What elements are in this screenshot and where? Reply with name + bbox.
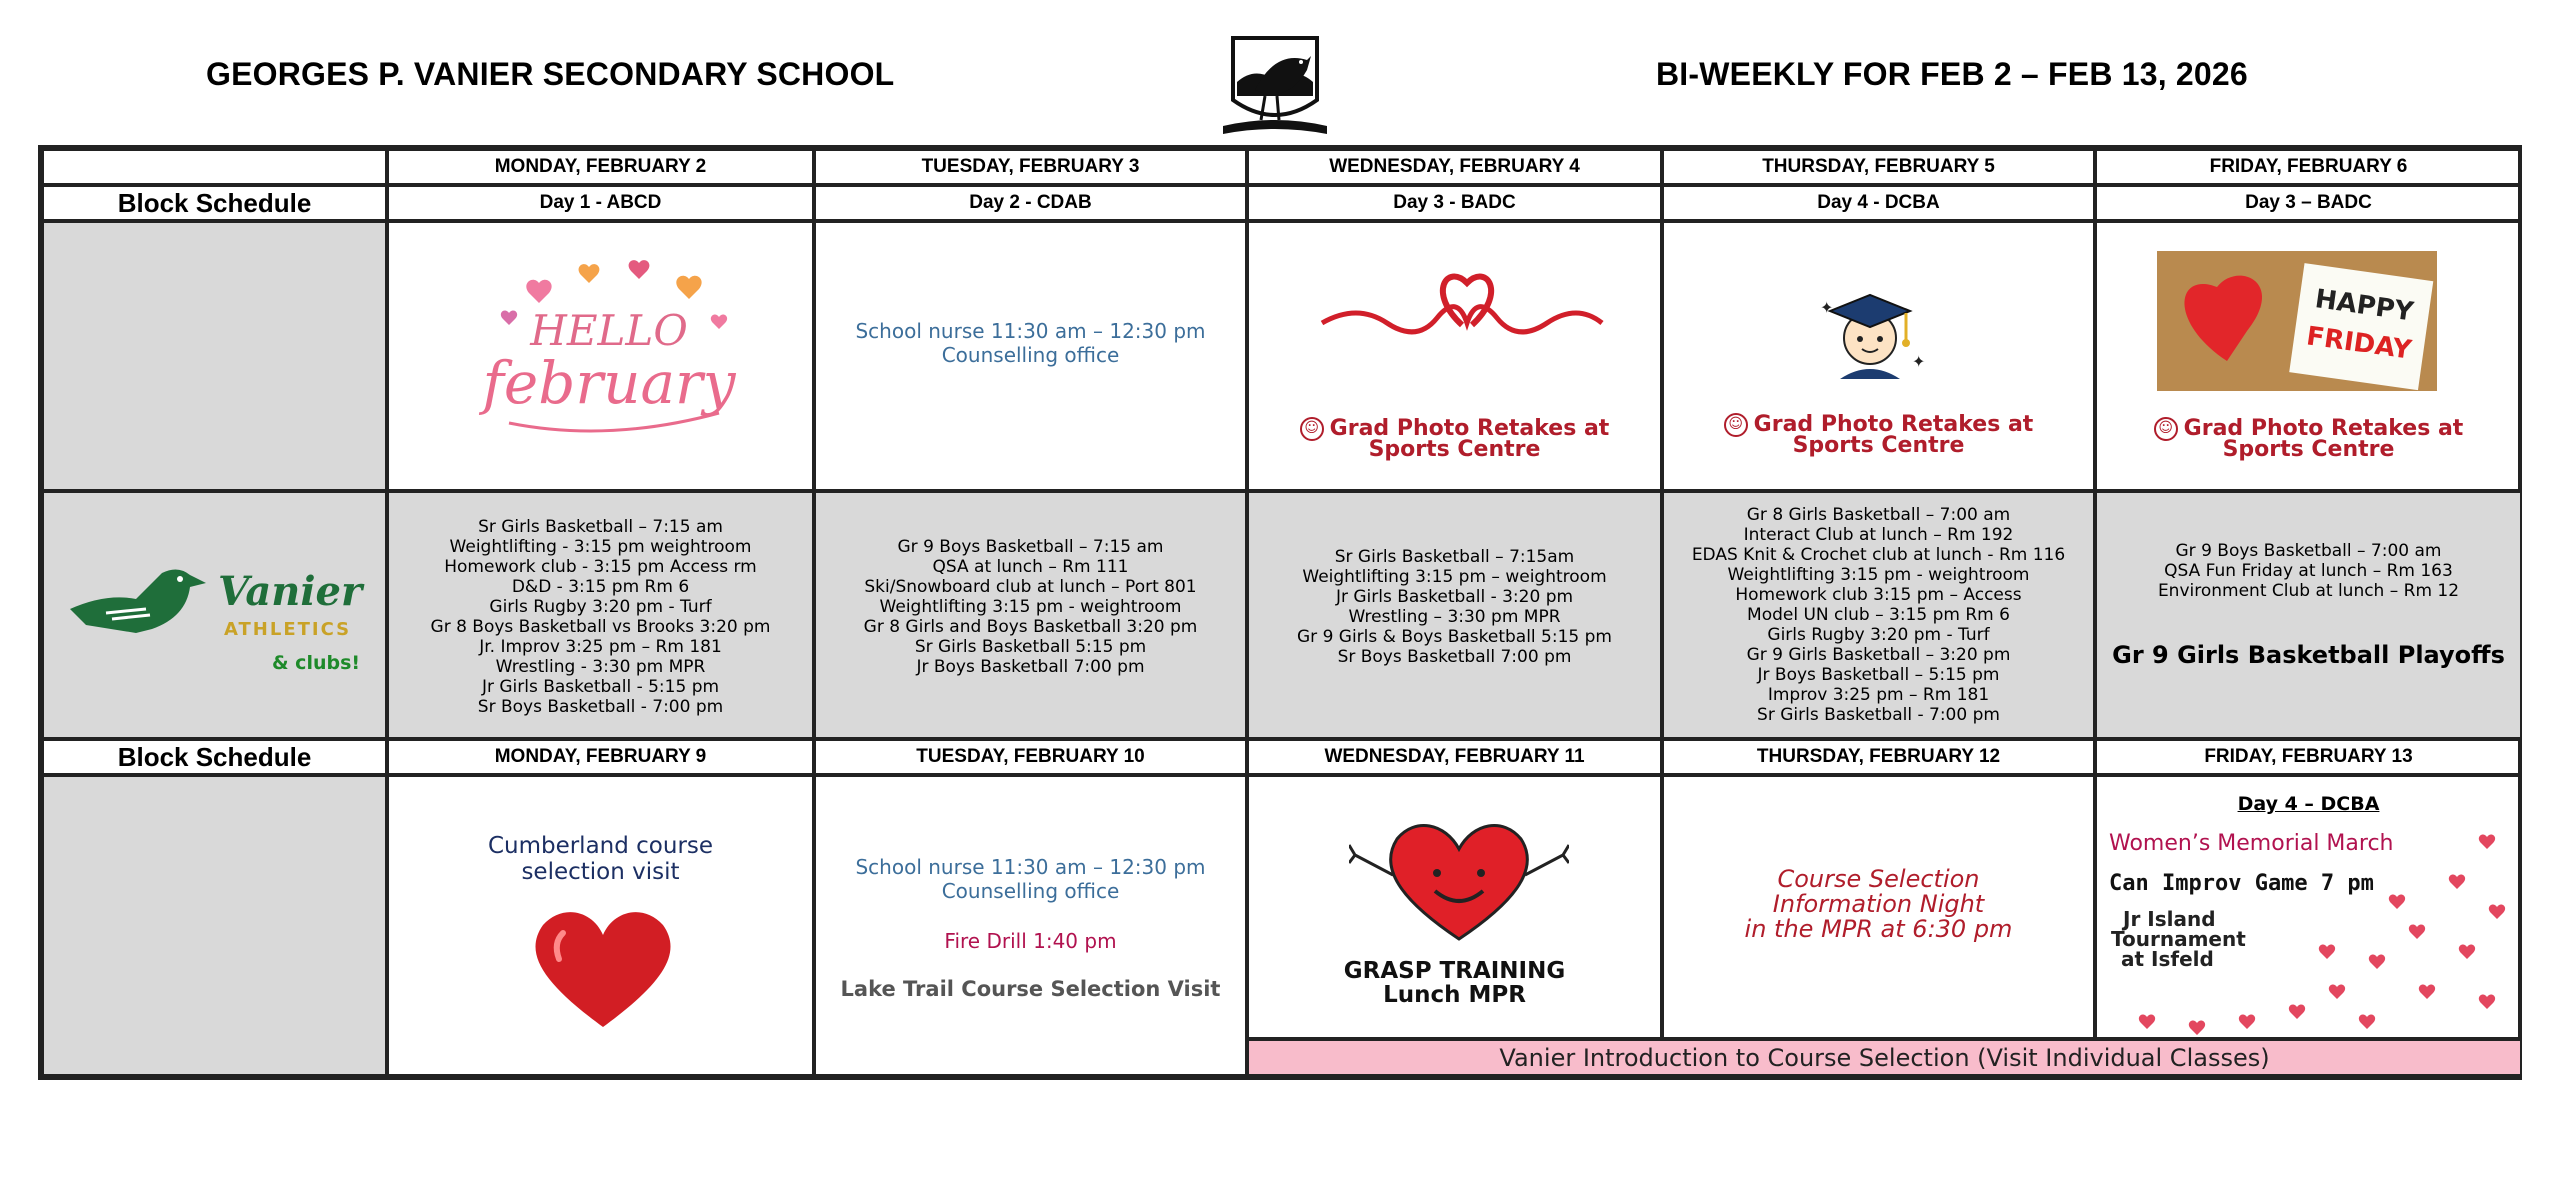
improv-game-text: Can Improv Game 7 pm: [2109, 871, 2374, 896]
happy-friday-art: [2157, 251, 2437, 391]
course-night-cell: [1662, 775, 2095, 1039]
activities-list-wed: Sr Girls Basketball – 7:15am Weightlifting 3:15 pm – weightroom Jr Girls Basketball - 3:20 pm Wrestling – 3:30 pm MPR Gr 9 Girls & Boys Basketball 5:15 pm Sr Boys Basketball 7:00 pm: [1297, 547, 1612, 667]
nurse-time-2: School nurse 11:30 am – 12:30 pm: [855, 855, 1206, 879]
day-header-wed-1: WEDNESDAY, FEBRUARY 4: [1247, 149, 1662, 185]
day-header-thu-1: THURSDAY, FEBRUARY 5: [1662, 149, 2095, 185]
activities-list-thu: Gr 8 Girls Basketball – 7:00 am Interact Club at lunch – Rm 192 EDAS Knit & Crochet club at lunch - Rm 116 Weightlifting 3:15 pm - weightroom Homework club 3:15 pm – Access Model UN club – 3:15 pm Rm 6 Girls Rugby 3:20 pm - Turf Gr 9 Girls Basketball – 3:20 pm Jr Boys Basketball – 5:15 pm Improv 3:25 pm – Rm 181 Sr Girls Basketball - 7:00 pm: [1691, 505, 2066, 725]
activities-list-fri: Gr 9 Boys Basketball – 7:00 am QSA Fun Friday at lunch – Rm 163 Environment Club at lunch – Rm 12: [2157, 541, 2460, 601]
happy-text: HAPPY: [2313, 284, 2416, 328]
grad-retake-line1-fri: ☺ Grad Photo Retakes at: [2097, 417, 2520, 441]
grad-retake-line1-thu: ☺ Grad Photo Retakes at: [1664, 413, 2093, 437]
nurse-time-1: School nurse 11:30 am – 12:30 pm: [855, 319, 1206, 343]
cumberland-visit-text: Cumberland course selection visit: [487, 833, 714, 885]
activities-mon: [387, 491, 814, 739]
day-header-tue-1: TUESDAY, FEBRUARY 3: [814, 149, 1247, 185]
block-day-mon: Day 1 - ABCD: [387, 185, 814, 221]
activities-wed: [1247, 491, 1662, 739]
nurse-cell-2: [814, 775, 1247, 1076]
vanier-athletics-logo: [66, 553, 376, 673]
grad-retake-line2-wed: Sports Centre: [1368, 437, 1541, 462]
grad-retake-line1-wed: ☺ Grad Photo Retakes at: [1249, 417, 1660, 441]
hello-february-cell: [387, 221, 814, 491]
hello-february-art: [449, 253, 769, 463]
grasp-cell: [1247, 775, 1662, 1039]
logo-athletics-text: ATHLETICS: [224, 619, 352, 640]
left-blank-cell-1: [42, 221, 387, 491]
logo-vanier-text: Vanier: [218, 568, 363, 615]
red-heart-icon: [523, 903, 683, 1033]
lake-trail-text: Lake Trail Course Selection Visit: [840, 977, 1221, 1001]
block-schedule-label-2: Block Schedule: [42, 739, 387, 775]
nurse-location-2: Counselling office: [941, 879, 1120, 903]
day-header-wed-2: WEDNESDAY, FEBRUARY 11: [1247, 739, 1662, 775]
grasp-training-text: GRASP TRAINING Lunch MPR: [1343, 958, 1566, 1008]
logo-clubs-text: & clubs!: [272, 652, 361, 673]
activities-list-mon: Sr Girls Basketball – 7:15 am Weightlifting - 3:15 pm weightroom Homework club - 3:15 pm Access rm D&D - 3:15 pm Rm 6 Girls Rugby 3:20 pm - Turf Gr 8 Boys Basketball vs Brooks 3:20 pm Jr. Improv 3:25 pm – Rm 181 Wrestling - 3:30 pm MPR Jr Girls Basketball - 5:15 pm Sr Boys Basketball - 7:00 pm: [430, 517, 771, 717]
block-day-tue: Day 2 - CDAB: [814, 185, 1247, 221]
grad-retake-line2-fri: Sports Centre: [2222, 437, 2395, 462]
smiley-icon: ☺: [1300, 417, 1324, 441]
activities-fri: [2095, 491, 2522, 739]
ribbon-heart-icon: [1317, 263, 1607, 353]
block-day-wed: Day 3 - BADC: [1247, 185, 1662, 221]
day-header-mon-1: MONDAY, FEBRUARY 2: [387, 149, 814, 185]
block-schedule-label-1: Block Schedule: [42, 185, 387, 221]
grad-retakes-thu-cell: [1662, 221, 2095, 491]
course-selection-night-text: Course Selection Information Night in the MPR at 6:30 pm: [1744, 865, 2013, 943]
smiley-icon: ☺: [1724, 413, 1748, 437]
course-selection-intro-banner: Vanier Introduction to Course Selection (Visit Individual Classes): [1247, 1039, 2522, 1076]
svg-text:✦: ✦: [1912, 354, 1926, 371]
day-header-fri-2: FRIDAY, FEBRUARY 13: [2095, 739, 2522, 775]
block-day-fri: Day 3 – BADC: [2095, 185, 2522, 221]
grad-retake-line2-thu: Sports Centre: [1792, 433, 1965, 458]
cumberland-cell: [387, 775, 814, 1076]
smiley-icon: ☺: [2154, 417, 2178, 441]
graduate-icon: [1810, 283, 1930, 383]
bi-weekly-period: BI-WEEKLY FOR FEB 2 – FEB 13, 2026: [1656, 56, 2248, 92]
block-day-thu: Day 4 - DCBA: [1662, 185, 2095, 221]
island-tournament-text: Jr Island Tournament at Isfeld: [2111, 907, 2246, 971]
gr9-girls-playoffs: Gr 9 Girls Basketball Playoffs: [2112, 641, 2505, 669]
activities-tue: [814, 491, 1247, 739]
activities-thu: [1662, 491, 2095, 739]
nurse-cell-1: [814, 221, 1247, 491]
grad-retakes-fri-cell: [2095, 221, 2522, 491]
fire-drill-text: Fire Drill 1:40 pm: [944, 929, 1117, 953]
schedule-grid: [38, 145, 2522, 1080]
hello-text: HELLO: [530, 306, 688, 355]
activities-list-tue: Gr 9 Boys Basketball – 7:15 am QSA at lunch – Rm 111 Ski/Snowboard club at lunch – Port 801 Weightlifting 3:15 pm - weightroom Gr 8 Girls and Boys Basketball 3:20 pm Sr Girls Basketball 5:15 pm Jr Boys Basketball 7:00 pm: [863, 537, 1198, 677]
school-crest-logo: [1215, 30, 1335, 138]
grad-retakes-wed-cell: [1247, 221, 1662, 491]
corner-cell: [42, 149, 387, 185]
day-header-thu-2: THURSDAY, FEBRUARY 12: [1662, 739, 2095, 775]
day-header-tue-2: TUESDAY, FEBRUARY 10: [814, 739, 1247, 775]
smiling-heart-icon: [1349, 815, 1569, 945]
athletics-logo-cell: [42, 491, 387, 739]
svg-text:✦: ✦: [1820, 300, 1834, 317]
left-blank-cell-2: [42, 775, 387, 1076]
day-header-fri-1: FRIDAY, FEBRUARY 6: [2095, 149, 2522, 185]
nurse-location-1: Counselling office: [941, 343, 1120, 367]
womens-march-text: Women’s Memorial March: [2109, 831, 2394, 856]
friday-text: FRIDAY: [2304, 321, 2414, 366]
school-name: GEORGES P. VANIER SECONDARY SCHOOL: [206, 56, 895, 92]
friday-feb13-cell: [2095, 775, 2522, 1039]
fri-block-day: Day 4 – DCBA: [2237, 793, 2380, 815]
day-header-mon-2: MONDAY, FEBRUARY 9: [387, 739, 814, 775]
february-text: february: [482, 349, 736, 417]
